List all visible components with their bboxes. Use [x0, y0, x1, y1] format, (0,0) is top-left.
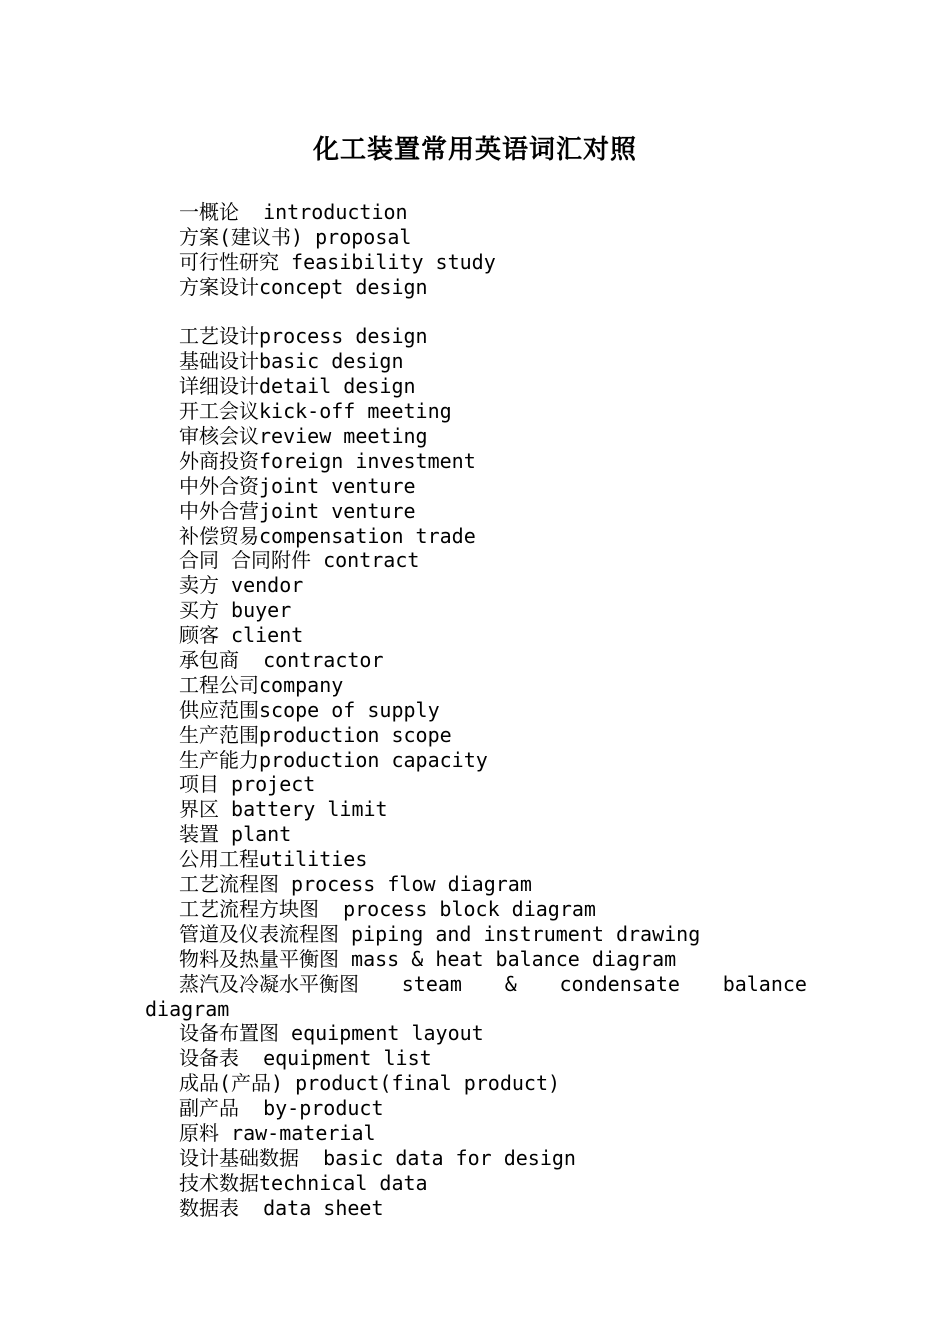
glossary-entry: 工艺设计process design [179, 324, 428, 349]
glossary-list [145, 200, 810, 1221]
glossary-entry: 数据表 data sheet [179, 1195, 384, 1220]
glossary-entry: 一概论 introduction [179, 200, 408, 224]
glossary-entry: 成品(产品) product(final product) [179, 1071, 561, 1096]
glossary-entry: 方案设计concept design [179, 274, 428, 299]
glossary-entry: 买方 buyer [179, 598, 292, 623]
wrapped-term-zh: 蒸汽及冷凝水平衡图 [179, 971, 359, 996]
glossary-entry: 基础设计basic design [179, 349, 404, 374]
glossary-entry: 供应范围scope of supply [179, 697, 440, 722]
glossary-entry: 生产能力production capacity [179, 747, 488, 772]
wrapped-word: & [504, 971, 517, 996]
blank-line [145, 300, 810, 325]
glossary-entry: 工程公司company [179, 672, 344, 697]
glossary-entry: 设计基础数据 basic data for design [179, 1145, 576, 1170]
glossary-entry: 可行性研究 feasibility study [179, 249, 496, 274]
glossary-entry-wrapped [145, 972, 810, 997]
glossary-entry: 管道及仪表流程图 piping and instrument drawing [179, 921, 701, 946]
glossary-entry: 物料及热量平衡图 mass & heat balance diagram [179, 946, 677, 971]
glossary-entry: 审核会议review meeting [179, 424, 428, 449]
glossary-entry: 原料 raw-material [179, 1120, 376, 1145]
glossary-entry: 卖方 vendor [179, 573, 304, 598]
glossary-entry-continuation: diagram [145, 996, 230, 1021]
glossary-entry: 承包商 contractor [179, 648, 384, 673]
glossary-entry: 方案(建议书) proposal [179, 224, 412, 249]
glossary-entry: 中外合资joint venture [179, 473, 416, 498]
wrapped-word: balance [722, 971, 807, 996]
glossary-entry: 开工会议kick-off meeting [179, 399, 452, 424]
glossary-entry: 装置 plant [179, 822, 292, 847]
glossary-entry: 设备表 equipment list [179, 1046, 432, 1071]
glossary-entry: 技术数据technical data [179, 1170, 428, 1195]
glossary-entry: 中外合营joint venture [179, 498, 416, 523]
glossary-entry: 公用工程utilities [179, 847, 368, 872]
glossary-entry: 补偿贸易compensation trade [179, 523, 476, 548]
glossary-entry: 工艺流程图 process flow diagram [179, 872, 532, 897]
glossary-entry: 顾客 client [179, 623, 304, 648]
glossary-entry: 生产范围production scope [179, 722, 452, 747]
glossary-entry: 项目 project [179, 772, 316, 797]
wrapped-word: steam [401, 971, 462, 996]
page-title: 化工装置常用英语词汇对照 [312, 135, 637, 165]
glossary-entry: 详细设计detail design [179, 374, 416, 399]
glossary-entry: 外商投资foreign investment [179, 448, 476, 473]
glossary-entry: 副产品 by-product [179, 1096, 384, 1121]
glossary-entry: 合同 合同附件 contract [179, 548, 420, 573]
glossary-entry: 设备布置图 equipment layout [179, 1021, 484, 1046]
glossary-entry: 工艺流程方块图 process block diagram [179, 896, 596, 921]
wrapped-word: condensate [559, 971, 680, 996]
glossary-entry: 界区 battery limit [179, 797, 388, 822]
